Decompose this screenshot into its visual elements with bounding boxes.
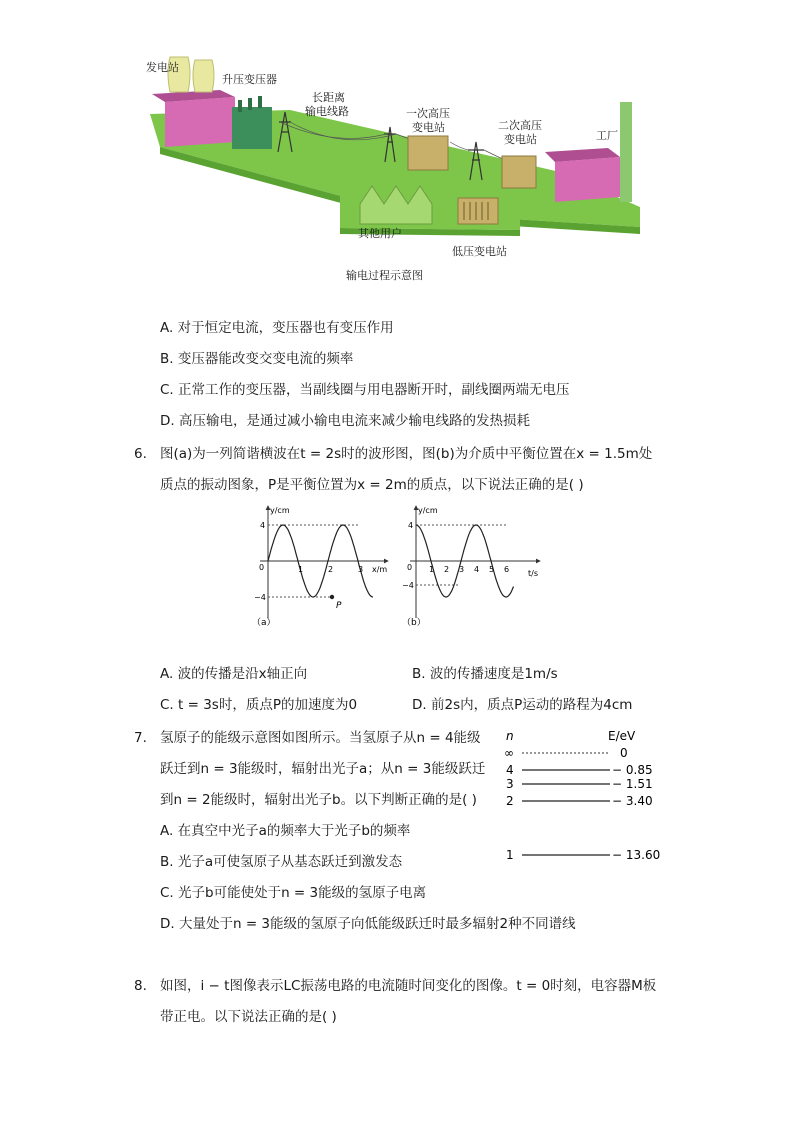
graph-b-xtick: 1	[429, 565, 435, 574]
point-p	[330, 595, 334, 599]
q6-option-d: D. 前2s内，质点P运动的路程为4cm	[412, 697, 633, 713]
graph-b-xtick: 5	[489, 565, 495, 574]
graph-a-xtick-2: 2	[328, 565, 334, 574]
diagram-n-header: n	[506, 729, 514, 743]
q5-option-a: A. 对于恒定电流，变压器也有变压作用	[160, 320, 394, 336]
q6-graph-b	[390, 500, 550, 630]
graph-b-caption: （b）	[402, 618, 426, 628]
q7-option-b: B. 光子a可使氢原子从基态跃迁到激发态	[160, 854, 403, 870]
level-n-1: 1	[506, 848, 514, 862]
graph-b-xtick: 6	[504, 565, 510, 574]
graph-a-origin: 0	[259, 563, 265, 572]
graph-a-xtick-3: 3	[358, 565, 364, 574]
graph-a-caption: （a）	[252, 618, 276, 628]
q7-stem-line3: 到n = 2能级时，辐射出光子b。以下判断正确的是( )	[160, 792, 477, 808]
q7-option-d: D. 大量处于n = 3能级的氢原子向低能级跃迁时最多辐射2种不同谱线	[160, 916, 576, 932]
level-n-inf: ∞	[504, 746, 514, 760]
q6-number: 6.	[134, 446, 147, 462]
q6-option-b: B. 波的传播速度是1m/s	[412, 666, 558, 682]
q7-stem-line2: 跃迁到n = 3能级时，辐射出光子a；从n = 3能级跃迁	[160, 761, 486, 777]
q6-graph-a	[240, 500, 400, 630]
graph-b-xtick: 2	[444, 565, 450, 574]
graph-a-xtick-1: 1	[298, 565, 304, 574]
level-n-2: 2	[506, 794, 514, 808]
level-e-4: − 0.85	[612, 763, 653, 777]
label-step-up-transformer: 升压变压器	[222, 73, 277, 86]
q8-stem-line1: 如图，i − t图像表示LC振荡电路的电流随时间变化的图像。t = 0时刻，电容器M板	[160, 978, 657, 994]
graph-a-ylabel: y/cm	[270, 506, 290, 515]
figure-caption: 输电过程示意图	[346, 269, 423, 282]
q7-option-c: C. 光子b可能使处于n = 3能级的氢原子电离	[160, 885, 427, 901]
graph-a-ytick-4: 4	[260, 521, 266, 530]
q5-option-d: D. 高压输电，是通过减小输电电流来减少输电线路的发热损耗	[160, 413, 530, 429]
q8-stem-line2: 带正电。以下说法正确的是( )	[160, 1009, 337, 1025]
level-e-3: − 1.51	[612, 777, 653, 791]
label-long-line-1: 长距离	[312, 91, 345, 104]
graph-b-xtick: 4	[474, 565, 480, 574]
graph-b-ylabel: y/cm	[418, 506, 438, 515]
graph-b-xlabel: t/s	[528, 569, 538, 578]
energy-level-diagram	[500, 726, 670, 866]
q6-option-c: C. t = 3s时，质点P的加速度为0	[160, 697, 358, 713]
label-substation-2a: 二次高压	[498, 119, 542, 132]
q7-stem-line1: 氢原子的能级示意图如图所示。当氢原子从n = 4能级	[160, 730, 481, 746]
graph-b-xtick: 3	[459, 565, 465, 574]
label-long-line-2: 输电线路	[305, 105, 349, 118]
graph-a-ytick-neg4: −4	[254, 593, 266, 602]
q5-option-b: B. 变压器能改变交变电流的频率	[160, 351, 354, 367]
label-substation-1b: 变电站	[412, 121, 445, 134]
transmission-figure	[140, 52, 670, 292]
graph-a-point-label: P	[336, 601, 342, 611]
level-e-inf: 0	[620, 746, 628, 760]
level-e-2: − 3.40	[612, 794, 653, 808]
q6-option-a: A. 波的传播是沿x轴正向	[160, 666, 308, 682]
label-substation-2b: 变电站	[504, 133, 537, 146]
q7-number: 7.	[134, 730, 147, 746]
label-substation-1a: 一次高压	[406, 107, 450, 120]
q8-number: 8.	[134, 978, 147, 994]
q7-option-a: A. 在真空中光子a的频率大于光子b的频率	[160, 823, 411, 839]
level-n-4: 4	[506, 763, 514, 777]
graph-b-ytick-4: 4	[408, 521, 414, 530]
q5-option-c: C. 正常工作的变压器，当副线圈与用电器断开时，副线圈两端无电压	[160, 382, 570, 398]
q6-stem-line1: 图(a)为一列简谐横波在t = 2s时的波形图，图(b)为介质中平衡位置在x = 1.5m处	[160, 446, 653, 462]
label-power-plant: 发电站	[146, 61, 179, 74]
label-factory: 工厂	[596, 129, 618, 142]
graph-a-xlabel: x/m	[372, 565, 388, 574]
graph-b-ytick-neg4: −4	[402, 581, 414, 590]
label-low-voltage-substation: 低压变电站	[452, 245, 507, 258]
level-n-3: 3	[506, 777, 514, 791]
level-e-1: − 13.60	[612, 848, 661, 862]
label-other-users: 其他用户	[358, 227, 402, 240]
graph-b-origin: 0	[407, 563, 413, 572]
q6-stem-line2: 质点的振动图象，P是平衡位置为x = 2m的质点，以下说法正确的是( )	[160, 477, 584, 493]
diagram-e-header: E/eV	[608, 729, 636, 743]
